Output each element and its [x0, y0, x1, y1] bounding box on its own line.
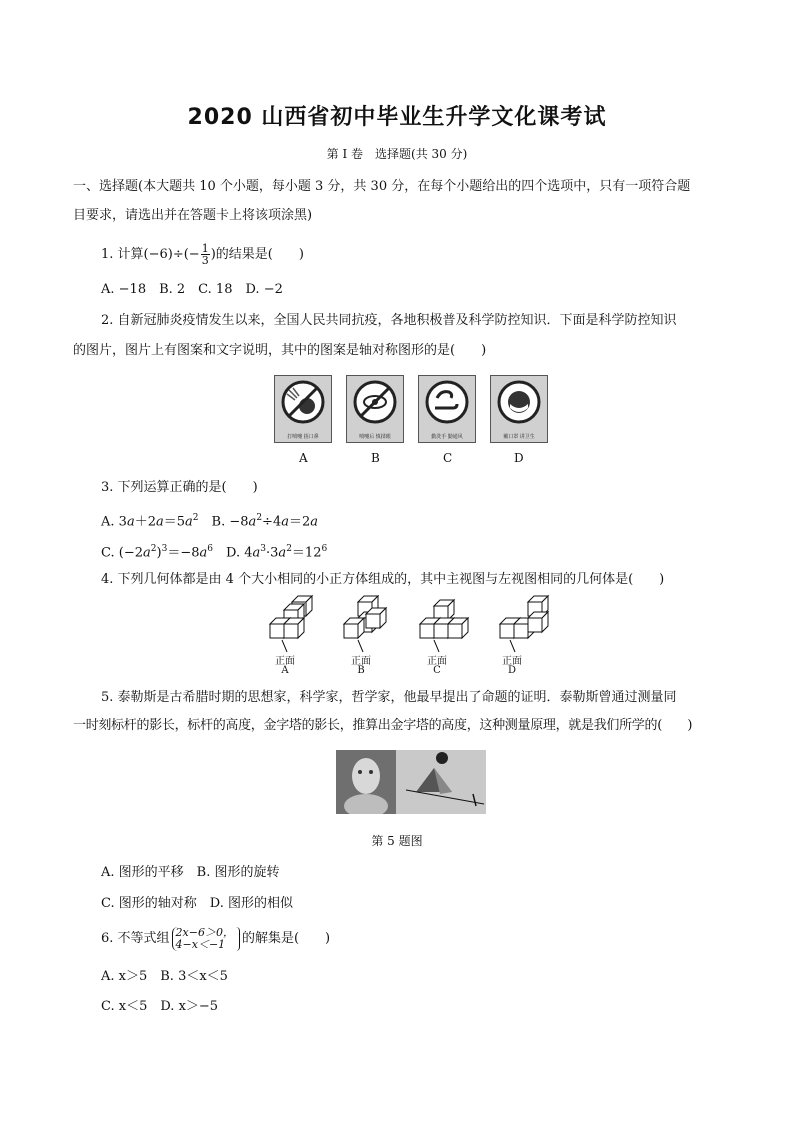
q5-options-row2: C. 图形的轴对称 D. 图形的相似 — [101, 896, 293, 911]
q1-frac-num: 1 — [201, 242, 209, 255]
q1-suffix: )的结果是( ) — [210, 247, 304, 262]
section-instructions-line1: 一、选择题(本大题共 10 个小题，每小题 3 分，共 30 分，在每个小题给出的四个选项中，只有一项符合题 — [73, 179, 691, 194]
q2-letter-c: C — [443, 451, 453, 465]
q3-option-b-label: B. — [211, 514, 230, 530]
no-rub-eyes-icon — [347, 376, 403, 432]
q6-inequality-2: 4−x＜−1 — [175, 937, 226, 951]
q2-card-a — [274, 375, 332, 443]
q5-options-row1: A. 图形的平移 B. 图形的旋转 — [101, 865, 280, 880]
wear-mask-icon — [491, 376, 547, 432]
q3-options-row1: A. $3a+2a=5a^2$ B. $-8a^2\div 4a=2a$ — [101, 513, 319, 530]
q5-stem-line2: 一时刻标杆的影长，标杆的高度，金字塔的影长，推算出金字塔的高度，这种测量原理，就是我们所学的( ) — [73, 718, 693, 733]
q4-view-label-a: 正面 — [275, 656, 295, 667]
q6-suffix: 的解集是( ) — [241, 931, 331, 946]
q4-letter-b: B — [357, 665, 365, 676]
q6-inequality-system — [172, 927, 234, 951]
q4-view-label-d: 正面 — [502, 656, 522, 667]
q3-option-c-label: C. — [101, 545, 119, 561]
q2-card-c — [418, 375, 476, 443]
thales-bust-pyramid-image — [336, 750, 486, 814]
no-sneeze-icon — [275, 376, 331, 432]
q4-solids-figure — [262, 594, 562, 654]
q6-system-right-brace — [236, 927, 240, 951]
q2-card-a-caption: 打喷嚏 捂口鼻 — [287, 434, 319, 440]
q1-prefix: 1. 计算(−6)÷(− — [101, 247, 200, 262]
question-1 — [101, 243, 304, 266]
question-6 — [101, 925, 330, 953]
q2-stem-line1: 2. 自新冠肺炎疫情发生以来，全国人民共同抗疫，各地积极普及科学防控知识．下面是科学防控知识 — [101, 313, 677, 328]
q3-option-a-label: A. — [101, 514, 119, 530]
q6-options-row1: A. x＞5 B. 3＜x＜5 — [101, 969, 228, 984]
q2-letter-b: B — [371, 451, 380, 465]
q2-card-b — [346, 375, 404, 443]
q2-letter-d: D — [514, 451, 524, 465]
q1-frac-den: 3 — [201, 254, 209, 267]
q5-figure-caption: 第 5 题图 — [371, 834, 423, 848]
q2-card-d-caption: 戴口罩 讲卫生 — [503, 434, 535, 440]
wash-hands-icon — [419, 376, 475, 432]
q3-stem: 3. 下列运算正确的是( ) — [101, 480, 258, 495]
q4-view-label-c: 正面 — [427, 656, 447, 667]
q2-letter-a: A — [299, 451, 308, 465]
q4-letter-c: C — [433, 665, 441, 676]
q1-fraction — [201, 243, 210, 266]
q5-thales-pyramid-photo — [336, 750, 486, 814]
q2-stem-line2: 的图片，图片上有图案和文字说明，其中的图案是轴对称图形的是( ) — [73, 343, 487, 358]
q2-card-d — [490, 375, 548, 443]
q6-options-row2: C. x＜5 D. x＞−5 — [101, 999, 219, 1014]
page-title: 2020 山西省初中毕业生升学文化课考试 — [187, 105, 607, 130]
q5-stem-line1: 5. 泰勒斯是古希腊时期的思想家，科学家，哲学家，他最早提出了命题的证明．泰勒斯曾通过测量同 — [101, 690, 677, 705]
q4-letter-a: A — [281, 665, 289, 676]
section-subtitle: 第 I 卷 选择题(共 30 分) — [326, 147, 468, 161]
q2-card-b-caption: 喷嚏后 慎揉眼 — [359, 434, 391, 440]
q1-options: A. −18 B. 2 C. 18 D. −2 — [101, 282, 283, 297]
q4-letter-d: D — [507, 665, 517, 676]
q3-options-row2: C. $(-2a^2)^3=-8a^6$ D. $4a^3\cdot 3a^2=12^6$ — [101, 544, 328, 561]
q2-card-c-caption: 勤洗手 勤通风 — [431, 434, 463, 440]
q6-inequality-1: 2x−6＞0， — [175, 925, 234, 939]
q4-stem: 4. 下列几何体都是由 4 个大小相同的小正方体组成的，其中主视图与左视图相同的几何体是( ) — [101, 572, 665, 587]
q4-view-label-b: 正面 — [351, 656, 371, 667]
q3-option-d-label: D. — [226, 545, 245, 561]
q6-prefix: 6. 不等式组 — [101, 931, 170, 946]
section-instructions-line2: 目要求，请选出并在答题卡上将该项涂黑) — [73, 208, 313, 223]
